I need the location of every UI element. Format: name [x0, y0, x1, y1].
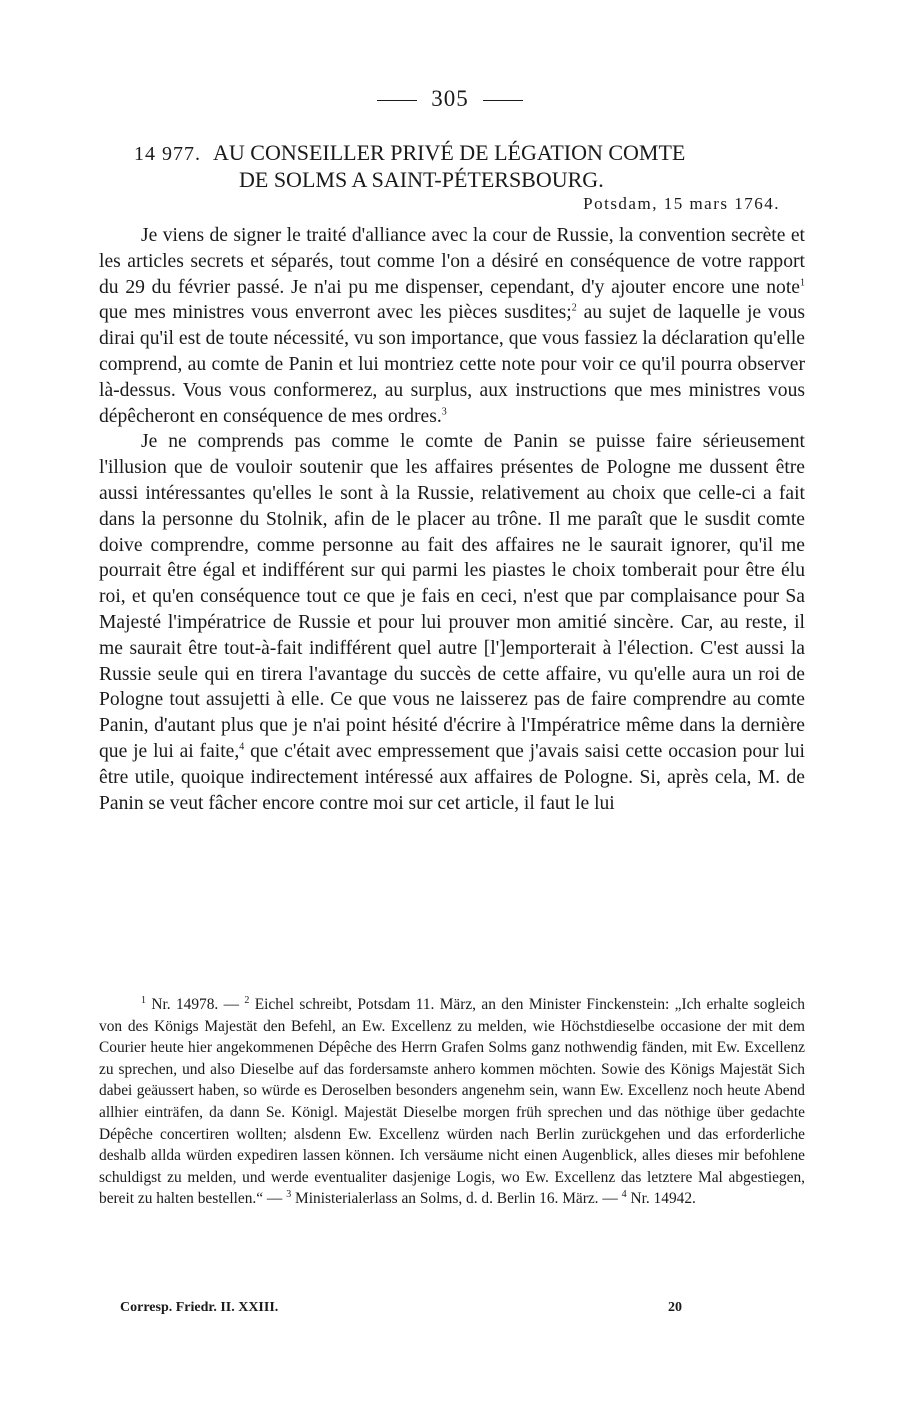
letter-title-line1: AU CONSEILLER PRIVÉ DE LÉGATION COMTE [213, 140, 686, 165]
letter-number: 14 977. [134, 143, 201, 165]
footnote-ref-1: 1 [800, 277, 805, 289]
footnote-3-text: Ministerialerlass an Solms, d. d. Berlin 16. März. — [291, 1190, 622, 1208]
letter-dateline: Potsdam, 15 mars 1764. [583, 194, 780, 213]
footnote-ref-2: 2 [571, 302, 577, 314]
body-p1-text-a: Je viens de signer le traité d'alliance avec la cour de Russie, la convention secrète et les articles secrets et séparés, tout comme l'on a désiré en conséquence de votre rapport du 29 du février passé. Je n'ai pu me dispenser, cependant, d'y ajouter encore une note [99, 225, 805, 298]
footnote-mark-2: 2 [244, 994, 250, 1006]
footnote-ref-3: 3 [441, 406, 447, 418]
letter-heading [134, 140, 784, 193]
footnote-mark-4: 4 [621, 1189, 627, 1201]
page-number-dash-left [377, 100, 417, 101]
footnote-4-text: Nr. 14942. [626, 1190, 696, 1208]
footnote-mark-1: 1 [141, 994, 146, 1006]
footnote-1-text: Nr. 14978. — [146, 996, 245, 1013]
page-signature [120, 1300, 720, 1316]
page-number-value: 305 [431, 86, 469, 111]
footnote-block [99, 994, 805, 1210]
signature-source: Corresp. Friedr. II. XXIII. [120, 1300, 279, 1315]
body-p1-text-c: au sujet de laquelle je vous dirai qu'il est de toute nécessité, vu son importance, que vous fassiez la déclaration qu'elle comprend, au comte de Panin et lui montriez cette note pour voir ce qu'il pourra observer là-dessus. Vous vous conformerez, au surplus, aux instructions que mes ministres vous dépêcheront en conséquence de mes ordres. [99, 302, 805, 427]
body-p2-text-b: que c'était avec empressement que j'avais saisi cette occasion pour lui être utile, quoique indirectement intéressé aux affaires de Pologne. Si, après cela, M. de Panin se veut fâcher encore contre moi sur cet article, il faut le lui [99, 740, 805, 814]
footnote-2-text: Eichel schreibt, Potsdam 11. März, an den Minister Finckenstein: „Ich erhalte sogleich von des Königs Majestät den Befehl, an Ew. Excellenz zu melden, wie Höchstdieselbe occasione der mit dem Courier heute hier angekommenen Dépêche des Herrn Grafen Solms ganz nothwendig fänden, mit Ew. Excellenz zu sprechen, und also Dieselbe auf das fordersamste anhero kommen möchten. Sowie des Königs Majestät Sich dabei geäussert haben, so würde es Deroselben besonders angenehm sein, wann Ew. Excellenz noch heute Abend allhier einträfen, da dann Se. Königl. Majestät Dieselbe morgen früh sprechen und das nöthige über gedachte Dépêche concertiren wollten; alsdenn Ew. Excellenz würden nach Berlin zurückgehen und das erforderliche deshalb allda würden expediren lassen können. Ich versäume nicht einen Augenblick, alles dieses mir befohlene schuldigst zu melden, und werde eventualiter dasjenige Logis, wo Ew. Excellenz das letztere Mal abgestiegen, bereit zu halten bestellen.“ — [99, 996, 805, 1208]
footnote-ref-4: 4 [239, 741, 245, 753]
footnote-mark-3: 3 [286, 1189, 292, 1201]
body-p1-text-b: que mes ministres vous enverront avec les pièces susdites; [99, 302, 572, 324]
page-number [0, 86, 900, 112]
letter-body [99, 223, 805, 816]
footnotes [99, 994, 805, 1210]
body-paragraph-1 [99, 223, 805, 429]
page-number-dash-right [483, 100, 523, 101]
body-p2-text-a: Je ne comprends pas comme le comte de Panin se puisse faire sérieusement l'illusion que de vouloir soutenir que les affaires présentes de Pologne me dussent être aussi intéressantes qu'elles le sont à la Russie, relativement au choix que celle-ci a fait dans la personne du Stolnik, afin de le placer au trône. Il me paraît que le susdit comte doive comprendre, comme personne au fait des affaires ne le saurait ignorer, qu'il me pourrait être égal et indifférent sur qui parmi les piastes le choix tomberait pour être élu roi, et qu'en conséquence tout ce que je fais en ceci, n'est que par complaisance pour Sa Majesté l'impératrice de Russie et pour lui prouver mon amitié sincère. Car, au reste, il me saurait être tout-à-fait indifférent quel autre [l']emporterait à l'élection. C'est aussi la Russie seule qui en tirera l'avantage du succès de cette affaire, vu qu'elle aura un roi de Pologne tout assujetti à elle. Ce que vous ne laisserez pas de faire comprendre au comte Panin, d'autant plus que je n'ai point hésité d'écrire à l'Impératrice même dans la dernière que je lui ai faite, [99, 431, 805, 762]
body-paragraph-2 [99, 429, 805, 816]
letter-title-line2: DE SOLMS A SAINT-PÉTERSBOURG. [239, 167, 604, 192]
signature-sheet-number: 20 [668, 1300, 682, 1315]
